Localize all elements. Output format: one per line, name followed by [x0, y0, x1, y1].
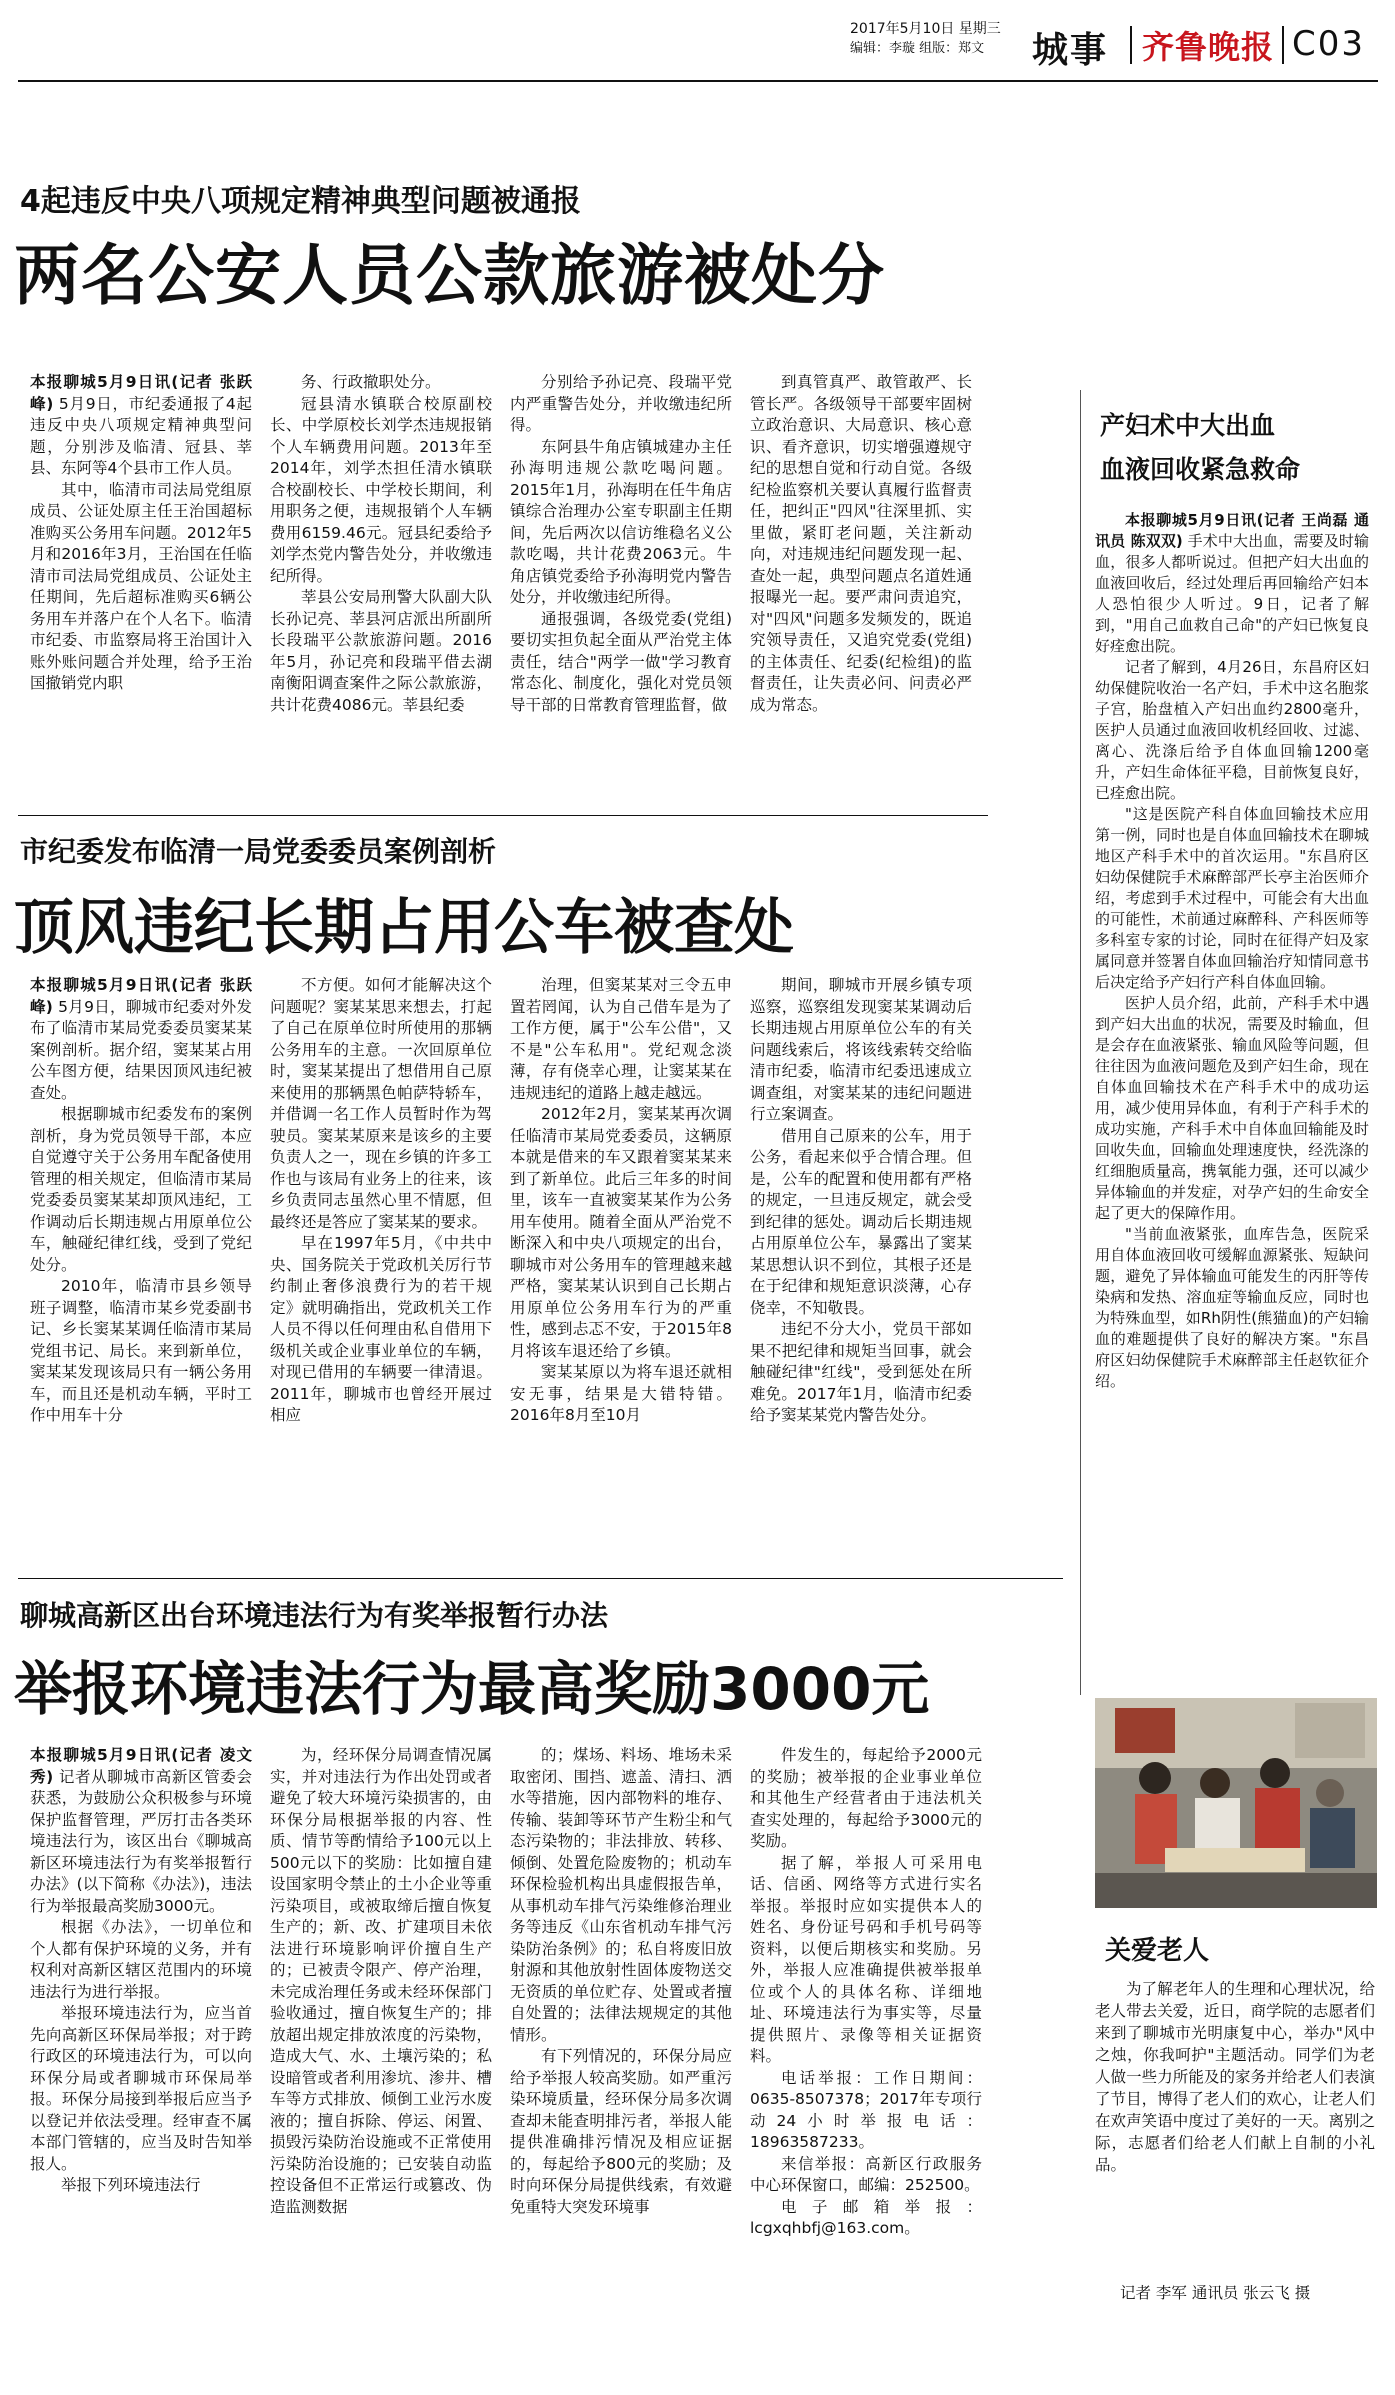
paragraph: 电子邮箱举报：lcgxqhbfj@163.com。 [750, 2197, 982, 2237]
paragraph: 本报聊城5月9日讯(记者 凌文秀) 记者从聊城市高新区管委会获悉，为鼓励公众积极参与环境保护监督管理，严厉打击各类环境违法行为，该区出台《聊城高新区环境违法行为有奖举报暂行办法》(以下简称《办法》)，违法行为举报最高奖励3000元。 [30, 1746, 252, 1915]
paragraph: 其中，临清市司法局党组原成员、公证处原主任王治国超标准购买公务用车问题。2012年5月和2016年3月，王治国在任临清市司法局党组成员、公证处主任期间，先后超标准购买6辆公务用车并落户在个人名下。临清市纪委、市监察局将王治国计入账外账问题合并处理，给予王治国撤销党内职 [30, 480, 252, 692]
header-divider [1282, 26, 1284, 64]
page-number: C03 [1292, 24, 1366, 64]
paragraph: 为了解老年人的生理和心理状况，给老人带去关爱，近日，商学院的志愿者们来到了聊城市光明康复中心，举办"风中之烛，你我呵护"主题活动。同学们为老人做一些力所能及的家务并给老人们表演了节目，博得了老人们的欢心，让老人们在欢声笑语中度过了美好的一天。离别之际，志愿者们给老人们献上自制的小礼品。 [1095, 1980, 1375, 2174]
article1-col4 [750, 372, 972, 802]
photo-credit: 记者 李军 通讯员 张云飞 摄 [1120, 2284, 1311, 2302]
sidebar-body [1095, 510, 1369, 1690]
article1-title: 两名公安人员公款旅游被处分 [14, 237, 885, 314]
newspaper-logo: 齐鲁晚报 [1142, 28, 1275, 66]
article2-col1 [30, 975, 252, 1565]
care-title: 关爱老人 [1105, 1936, 1210, 1966]
paragraph: "这是医院产科自体血回输技术应用第一例，同时也是自体血回输技术在聊城地区产科手术中的首次运用。"东昌府区妇幼保健院手术麻醉部严长亭主治医师介绍，考虑到手术过程中，可能会有大出血的可能性，术前通过麻醉科、产科医师等多科室专家的讨论，同时在征得产妇及家属同意并签署自体血回输治疗知情同意书后决定给予产妇行产科自体血回输。 [1095, 805, 1369, 991]
care-body [1095, 1978, 1375, 2272]
paragraph: 窦某某原以为将车退还就相安无事，结果是大错特错。2016年8月至10月 [510, 1363, 732, 1424]
paragraph: 到真管真严、敢管敢严、长管长严。各级领导干部要牢固树立政治意识、大局意识、核心意识、看齐意识，切实增强遵规守纪的思想自觉和行动自觉。各级纪检监察机关要认真履行监督责任，把纠正"四风"往深里抓、实里做，紧盯老问题，关注新动向，对违规违纪问题发现一起、查处一起，典型问题点名道姓通报曝光一起。要严肃问责追究，对"四风"问题多发频发的，既追究领导责任，又追究党委(党组)的主体责任、纪委(纪检组)的监督责任，让失责必问、问责必严成为常态。 [750, 373, 972, 714]
paragraph: 莘县公安局刑警大队副大队长孙记亮、莘县河店派出所副所长段瑞平公款旅游问题。2016年5月，孙记亮和段瑞平借去湖南衡阳调查案件之际公款旅游，共计花费4086元。莘县纪委 [270, 588, 492, 714]
elderly-care-photo [1095, 1698, 1377, 1908]
paragraph: 记者了解到，4月26日，东昌府区妇幼保健院收治一名产妇，手术中这名胞浆子宫，胎盘植入产妇出血约2800毫升，医护人员通过血液回收机经回收、过滤、离心、洗涤后给予自体血回输1200毫升，产妇生命体征平稳，目前恢复良好，已痊愈出院。 [1095, 658, 1369, 802]
header-rule [18, 80, 1378, 82]
article2-col2 [270, 975, 492, 1565]
article-rule [18, 815, 988, 816]
paragraph: 据了解，举报人可采用电话、信函、网络等方式进行实名举报。举报时应如实提供本人的姓名、身份证号码和手机号码等资料，以便后期核实和奖励。另外，举报人应准确提供被举报单位或个人的具体名称、详细地址、环境违法行为事实等，尽量提供照片、录像等相关证据资料。 [750, 1853, 982, 2065]
paragraph: 来信举报：高新区行政服务中心环保窗口，邮编：252500。 [750, 2154, 982, 2194]
paragraph: 早在1997年5月，《中共中央、国务院关于党政机关厉行节约制止奢侈浪费行为的若干规定》就明确指出，党政机关工作人员不得以任何理由私自借用下级机关或企业事业单位的车辆，对现已借用的车辆要一律清退。2011年，聊城市也曾经开展过相应 [270, 1234, 492, 1424]
paragraph: 2012年2月，窦某某再次调任临清市某局党委委员，这辆原本就是借来的车又跟着窦某某来到了新单位。此后三年多的时间里，该车一直被窦某某作为公务用车使用。随着全面从严治党不断深入和中央八项规定的出台，聊城市对公务用车的管理越来越严格，窦某某认识到自己长期占用原单位公务用车行为的严重性，感到忐忑不安，于2015年8月将该车退还给了乡镇。 [510, 1105, 732, 1360]
paragraph: 本报聊城5月9日讯(记者 王尚磊 通讯员 陈双双) 手术中大出血，需要及时输血，很多人都听说过。但把产妇大出血的血液回收后，经过处理后再回输给产妇本人恐怕很少人听过。9日，记者了解到，"用自己血救自己命"的产妇已恢复良好痊愈出院。 [1095, 511, 1369, 655]
paragraph: 根据聊城市纪委发布的案例剖析，身为党员领导干部，本应自觉遵守关于公务用车配备使用管理的相关规定，但临清市某局党委委员窦某某却顶风违纪，工作调动后长期违规占用原单位公车，触碰纪律红线，受到了党纪处分。 [30, 1105, 252, 1274]
sidebar-title-1: 产妇术中大出血 [1100, 411, 1276, 440]
paragraph: 借用自己原来的公车，用于公务，看起来似乎合情合理。但是，公车的配置和使用都有严格的规定，一旦违反规定，就会受到纪律的惩处。调动后长期违规占用原单位公车，暴露出了窦某某思想认识不到位，其根子还是在于纪律和规矩意识淡薄，心存侥幸，不知敬畏。 [750, 1126, 972, 1317]
article3-col4 [750, 1745, 982, 2385]
paragraph: 为，经环保分局调查情况属实，并对违法行为作出处罚或者避免了较大环境污染损害的，由环保分局根据举报的内容、性质、情节等酌情给予100元以上500元以下的奖励：比如擅自建设国家明令禁止的土小企业等重污染项目，或被取缔后擅自恢复生产的；新、改、扩建项目未依法进行环境影响评价擅自生产的；已被责令限产、停产治理，未完成治理任务或未经环保部门验收通过，擅自恢复生产的；排放超出规定排放浓度的污染物，造成大气、水、土壤污染的；私设暗管或者利用渗坑、渗井、槽车等方式排放、倾倒工业污水废液的；擅自拆除、停运、闲置、损毁污染防治设施或不正常使用污染防治设施的；已安装自动监控设备但不正常运行或篡改、伪造监测数据 [270, 1746, 492, 2216]
article3-col2 [270, 1745, 492, 2385]
article2-col3 [510, 975, 732, 1565]
paragraph: 通报强调，各级党委(党组)要切实担负起全面从严治党主体责任，结合"两学一做"学习教育常态化、制度化，强化对党员领导干部的日常教育管理监督，做 [510, 609, 732, 714]
paragraph: 有下列情况的，环保分局应给予举报人较高奖励。如严重污染环境质量，经环保分局多次调查却未能查明排污者，举报人能提供准确排污情况及相应证据的，每起给予800元的奖励；及时向环保分局提供线索，有效避免重特大突发环境事 [510, 2047, 732, 2216]
paragraph: 东阿县牛角店镇城建办主任孙海明违规公款吃喝问题。2015年1月，孙海明在任牛角店镇综合治理办公室专职副主任期间，先后两次以信访维稳名义公款吃喝，共计花费2063元。牛角店镇党委给予孙海明党内警告处分，并收缴违纪所得。 [510, 437, 732, 606]
paragraph: 的；煤场、料场、堆场未采取密闭、围挡、遮盖、清扫、洒水等措施，因内部物料的堆存、传输、装卸等环节产生粉尘和气态污染物的；非法排放、转移、倾倒、处置危险废物的；机动车环保检验机构出具虚假报告单，从事机动车排气污染维修治理业务等违反《山东省机动车排气污染防治条例》的；私自将废旧放射源和其他放射性固体废物送交无资质的单位贮存、处置或者擅自处置的；法律法规规定的其他情形。 [510, 1746, 732, 2044]
article1-col3 [510, 372, 732, 802]
paragraph: 本报聊城5月9日讯(记者 张跃峰) 5月9日，聊城市纪委对外发布了临清市某局党委委员窦某某案例剖析。据介绍，窦某某占用公车图方便，结果因顶风违纪被查处。 [30, 976, 252, 1102]
paragraph: 务、行政撤职处分。 [301, 373, 441, 391]
paragraph: 电话举报：工作日期间：0635-8507378；2017年专项行动24小时举报电话：18963587233。 [750, 2068, 982, 2151]
paragraph: "当前血液紧张，血库告急，医院采用自体血液回收可缓解血源紧张、短缺问题，避免了异体输血可能发生的丙肝等传染病和发热、溶血症等输血反应，同时也为特殊血型，如Rh阴性(熊猫血)的产妇输血的难题提供了良好的解决方案。"东昌府区妇幼保健院手术麻醉部主任赵钦征介绍。 [1095, 1225, 1369, 1390]
paragraph: 冠县清水镇联合校原副校长、中学原校长刘学杰违规报销个人车辆费用问题。2013年至2014年，刘学杰担任清水镇联合校副校长、中学校长期间，利用职务之便，违规报销个人车辆费用6159.46元。冠县纪委给予刘学杰党内警告处分，并收缴违纪所得。 [270, 394, 492, 585]
header-divider [1130, 26, 1132, 64]
paragraph: 根据《办法》，一切单位和个人都有保护环境的义务，并有权利对高新区辖区范围内的环境违法行为进行举报。 [30, 1918, 252, 2001]
article2-col4 [750, 975, 972, 1565]
photo-illustration [1095, 1698, 1377, 1908]
article3-subtitle: 聊城高新区出台环境违法行为有奖举报暂行办法 [20, 1599, 609, 1632]
article3-col1 [30, 1745, 252, 2385]
paragraph: 分别给予孙记亮、段瑞平党内严重警告处分，并收缴违纪所得。 [510, 373, 732, 434]
paragraph: 期间，聊城市开展乡镇专项巡察，巡察组发现窦某某调动后长期违规占用原单位公车的有关问题线索后，将该线索转交给临清市纪委，临清市纪委迅速成立调查组，对窦某某的违纪问题进行立案调查。 [750, 976, 972, 1123]
paragraph: 不方便。如何才能解决这个问题呢？窦某某思来想去，打起了自己在原单位时所使用的那辆公务用车的主意。一次回原单位时，窦某某提出了想借用自己原来使用的那辆黑色帕萨特轿车，并借调一名工作人员暂时作为驾驶员。窦某某原来是该乡的主要负责人之一，现在乡镇的许多工作也与该局有业务上的往来，该乡负责同志虽然心里不情愿，但最终还是答应了窦某某的要求。 [270, 976, 492, 1231]
article3-title: 举报环境违法行为最高奖励3000元 [14, 1655, 930, 1723]
article-rule [18, 1578, 1063, 1579]
article2-title: 顶风违纪长期占用公车被查处 [14, 893, 794, 963]
editor-credit: 编辑：李璇 组版：郑文 [850, 41, 985, 56]
paragraph: 违纪不分大小，党员干部如果不把纪律和规矩当回事，就会触碰纪律"红线"，受到惩处在所难免。2017年1月，临清市纪委给予窦某某党内警告处分。 [750, 1320, 972, 1424]
paragraph: 治理，但窦某某对三令五申置若罔闻，认为自己借车是为了工作方便，属于"公车公借"，又不是"公车私用"。党纪观念淡薄，存有侥幸心理，让窦某某在违规违纪的道路上越走越远。 [510, 976, 732, 1102]
article3-col3 [510, 1745, 732, 2385]
article1-col2 [270, 372, 492, 802]
article1-subtitle: 4起违反中央八项规定精神典型问题被通报 [20, 184, 581, 219]
sidebar-title-2: 血液回收紧急救命 [1100, 455, 1301, 484]
section-title: 城事 [1032, 30, 1109, 71]
paragraph: 医护人员介绍，此前，产科手术中遇到产妇大出血的状况，需要及时输血，但是会存在血液紧张、输血风险等问题，但往往因为血液问题危及到产妇生命，现在自体血回输技术在产科手术中的成功运用，减少使用异体血，有利于产科手术的成功实施，产科手术中自体血回输能及时回收失血，回输血处理速度快，经洗涤的红细胞质量高，携氧能力强，还可以减少异体输血的并发症，对孕产妇的生命安全起了更大的保障作用。 [1095, 994, 1369, 1222]
paragraph: 件发生的，每起给予2000元的奖励；被举报的企业事业单位和其他生产经营者由于违法机关查实处理的，每起给予3000元的奖励。 [750, 1746, 982, 1850]
paragraph: 2010年，临清市县乡领导班子调整，临清市某乡党委副书记、乡长窦某某调任临清市某局党组书记、局长。来到新单位，窦某某发现该局只有一辆公务用车，而且还是机动车辆，平时工作中用车十分 [30, 1277, 252, 1424]
issue-date: 2017年5月10日 星期三 [850, 21, 1001, 37]
article1-col1 [30, 372, 252, 802]
sidebar-divider [1080, 390, 1081, 1695]
paragraph: 举报环境违法行为，应当首先向高新区环保局举报；对于跨行政区的环境违法行为，可以向环保分局或者聊城市环保局举报。环保分局接到举报后应当予以登记并依法受理。经审查不属本部门管辖的，应当及时告知举报人。 [30, 2004, 252, 2173]
article2-subtitle: 市纪委发布临清一局党委委员案例剖析 [20, 835, 497, 868]
paragraph: 举报下列环境违法行 [61, 2176, 201, 2194]
paragraph: 本报聊城5月9日讯(记者 张跃峰) 5月9日，市纪委通报了4起违反中央八项规定精神典型问题，分别涉及临清、冠县、莘县、东阿等4个县市工作人员。 [30, 373, 252, 477]
